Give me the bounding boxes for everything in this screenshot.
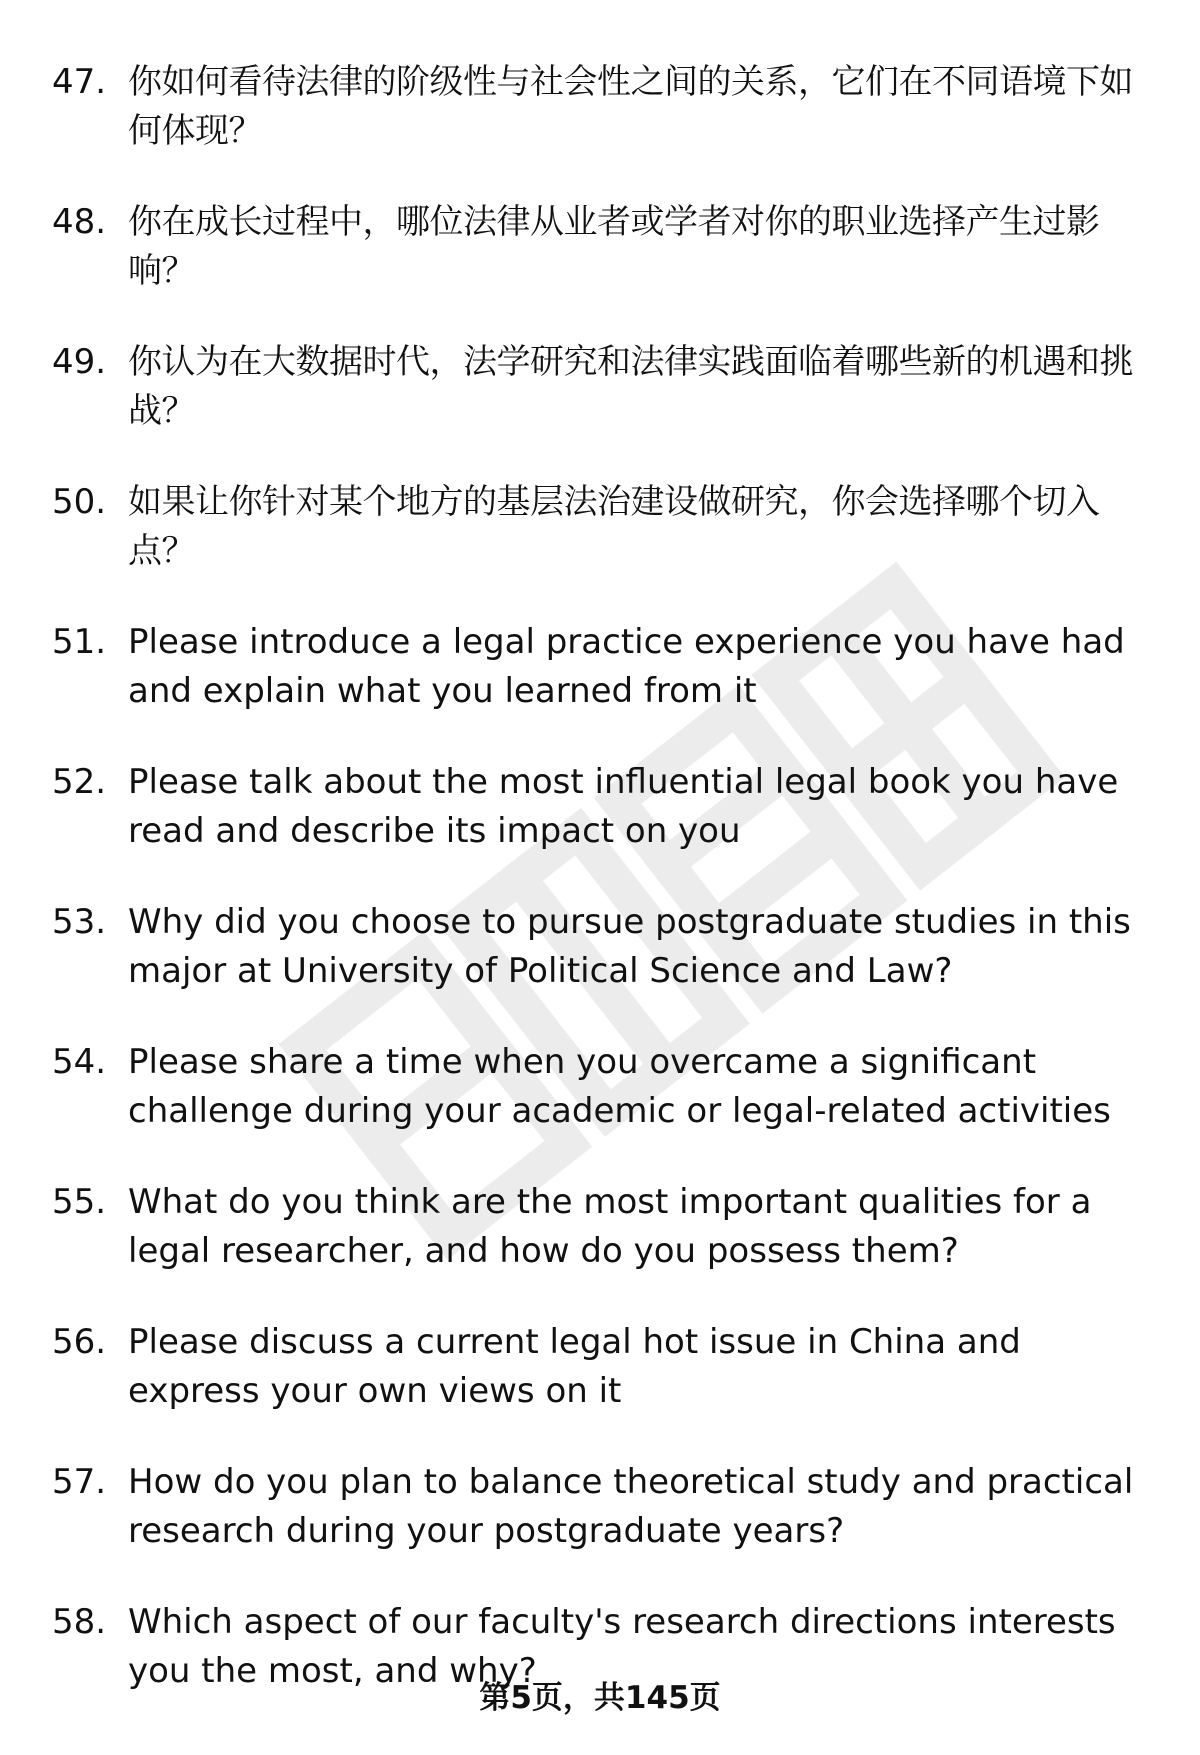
question-text: Which aspect of our faculty's research directions interests you the most, and why? xyxy=(128,1602,1116,1691)
question-number: 54. xyxy=(52,1042,107,1082)
question-text: Please discuss a current legal hot issue in China and express your own views on it xyxy=(128,1322,1021,1411)
question-text: 如果让你针对某个地方的基层法治建设做研究，你会选择哪个切入点？ xyxy=(128,482,1100,571)
question-number: 47. xyxy=(52,62,107,102)
question-number: 55. xyxy=(52,1182,107,1222)
question-list xyxy=(52,58,1152,1738)
page-number-footer: 第5页，共145页 xyxy=(479,1680,721,1716)
question-item xyxy=(52,338,1152,436)
question-item xyxy=(52,1178,1152,1276)
question-number: 50. xyxy=(52,482,107,522)
question-number: 52. xyxy=(52,762,107,802)
question-number: 53. xyxy=(52,902,107,942)
question-text: Why did you choose to pursue postgraduate studies in this major at University of Political Science and Law? xyxy=(128,902,1131,991)
question-number: 48. xyxy=(52,202,107,242)
question-number: 49. xyxy=(52,342,107,382)
question-item xyxy=(52,1038,1152,1136)
question-item xyxy=(52,1458,1152,1556)
question-item xyxy=(52,618,1152,716)
question-text: How do you plan to balance theoretical study and practical research during your postgraduate years? xyxy=(128,1462,1134,1551)
question-number: 51. xyxy=(52,622,107,662)
question-text: 你认为在大数据时代，法学研究和法律实践面临着哪些新的机遇和挑战？ xyxy=(128,342,1133,431)
question-text: 你在成长过程中，哪位法律从业者或学者对你的职业选择产生过影响？ xyxy=(128,202,1100,291)
question-item xyxy=(52,758,1152,856)
question-item xyxy=(52,1318,1152,1416)
question-text: 你如何看待法律的阶级性与社会性之间的关系，它们在不同语境下如何体现？ xyxy=(128,62,1133,151)
question-number: 58. xyxy=(52,1602,107,1642)
question-number: 57. xyxy=(52,1462,107,1502)
question-item xyxy=(52,198,1152,296)
question-text: What do you think are the most important qualities for a legal researcher, and how do you possess them? xyxy=(128,1182,1092,1271)
question-item xyxy=(52,58,1152,156)
question-text: Please introduce a legal practice experience you have had and explain what you learned from it xyxy=(128,622,1125,711)
question-text: Please talk about the most influential legal book you have read and describe its impact on you xyxy=(128,762,1119,851)
question-item xyxy=(52,478,1152,576)
question-number: 56. xyxy=(52,1322,107,1362)
question-text: Please share a time when you overcame a significant challenge during your academic or legal-related activities xyxy=(128,1042,1111,1131)
question-item xyxy=(52,898,1152,996)
